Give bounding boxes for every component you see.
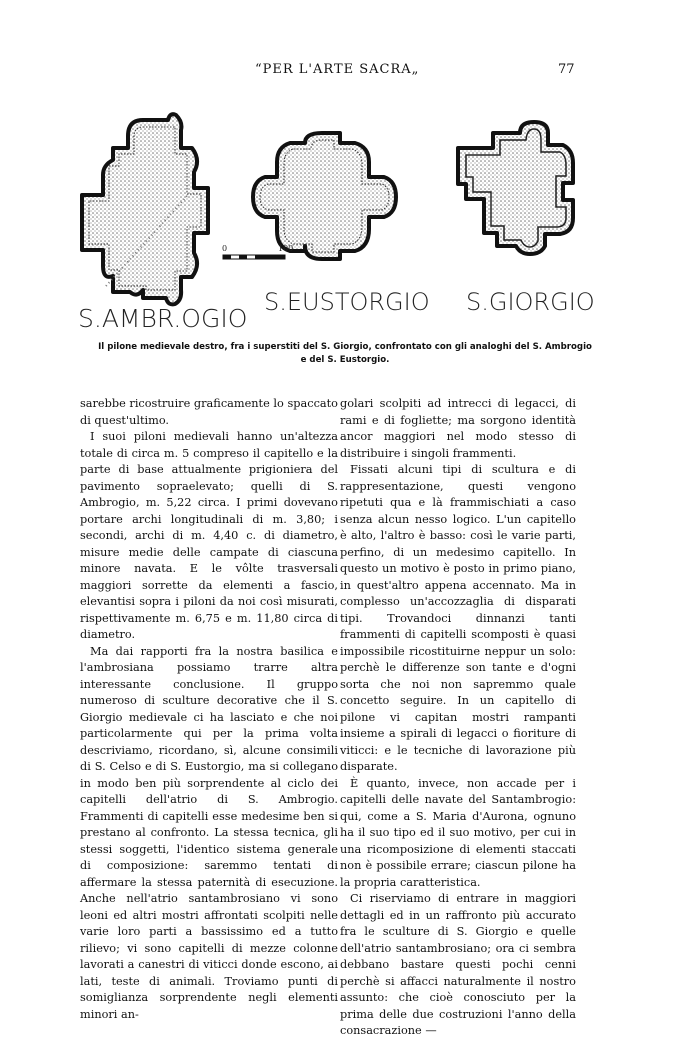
scale-bar-start: 0 xyxy=(222,244,228,253)
paragraph: sarebbe ricostruire graficamente lo spaccato di quest'ultimo. xyxy=(80,397,338,427)
paragraph: golari scolpiti ad intrecci di legacci, di rami e di fogliette; ma sorgono identità ancor maggiori nel modo stesso di distribuire i singoli frammenti. xyxy=(340,397,576,460)
plan-label-giorgio: S.GIORGIO xyxy=(466,288,595,316)
text-column-right xyxy=(338,396,576,1040)
figure-caption xyxy=(90,341,600,367)
paragraph: Fissati alcuni tipi di scultura e di rappresentazione, questi vengono ripetuti qua e là frammischiati a caso senza alcun nesso logico. L'un capitello è alto, l'altro è basso: così le varie parti, perfino, di un medesimo capitello. In questo un motivo è posto in primo piano, in quest'altro appena accennato. Ma in complesso un'accozzaglia di disparati tipi. Trovandoci dinnanzi tanti frammenti di capitelli scomposti è quasi impossibile ricostituirne neppur un solo: perchè le differenze son tante e d'ogni sorta che noi non sapremmo quale concetto seguire. In un capitello di pilone vi capitan mostri rampanti insieme a spirali di legacci o fioriture di viticci: e le tecniche di lavorazione più disparate. xyxy=(340,463,576,773)
caption-line: e del S. Eustorgio. xyxy=(300,355,390,365)
plan-sant-ambrogio xyxy=(82,114,208,304)
paragraph: È quanto, invece, non accade per i capitelli delle navate del Santambrogio: qui, come a S. Maria d'Aurona, ognuno ha il suo tipo ed il suo motivo, per cui in una ricomposizione di elementi staccati non è possibile errare; ciascun pilone ha la propria caratteristica. xyxy=(340,776,576,889)
plan-label-ambrogio: S.AMBR.OGIO xyxy=(78,304,248,333)
caption-line: Il pilone medievale destro, fra i superstiti del S. Giorgio, confrontato con gli analoghi del S. Ambrogio xyxy=(98,342,592,352)
plan-san-giorgio xyxy=(458,122,573,254)
paragraph: Ma dai rapporti fra la nostra basilica e l'ambrosiana possiamo trarre altra interessante conclusione. Il gruppo numeroso di sculture decorative che il S. Giorgio medievale ci ha lasciato e che noi particolarmente qui per la prima volta descriviamo, ricordano, sì, alcune consimili di S. Celso e di S. Eustorgio, ma si collegano in modo ben più sorprendente al ciclo dei capitelli dell'atrio di S. Ambrogio. Frammenti di capitelli esse medesime ben si prestano al confronto. La stessa tecnica, gli stessi soggetti, l'identico sistema generale di composizione: saremmo tentati di affermare la stessa paternità di esecuzione. Anche nell'atrio santambrosiano vi sono leoni ed altri mostri affrontati scolpiti nelle varie loro parti a bassissimo ed a tutto rilievo; vi sono capitelli di mezze colonne lavorati a canestri di viticci donde escono, ai lati, teste di animali. Troviamo punti di somiglianza sorprendente negli elementi minori an- xyxy=(80,644,338,1021)
scale-bar xyxy=(222,244,293,259)
plan-label-eustorgio: S.EUSTORGIO xyxy=(264,288,430,316)
scale-bar-end: 100 xyxy=(278,244,294,253)
paragraph: I suoi piloni medievali hanno un'altezza totale di circa m. 5 compreso il capitello e la parte di base attualmente prigioniera del pavimento sopraelevato; quelli di S. Ambrogio, m. 5,22 circa. I primi dovevano portare archi longitudinali di m. 3,80; i secondi, archi di m. 4,40 c. di diametro, misure medie delle campate di ciascuna minore navata. E le vôlte trasversali maggiori sorrette da elementi a fascio, elevantisi sopra i piloni da noi così misurati, rispettivamente m. 6,75 e m. 11,80 circa di diametro. xyxy=(80,430,338,641)
plan-sant-eustorgio xyxy=(253,133,396,259)
page-number: 77 xyxy=(558,62,575,77)
paragraph: Ci riserviamo di entrare in maggiori dettagli ed in un raffronto più accurato fra le sculture di S. Giorgio e quelle dell'atrio santambrosiano; ora ci sembra debbano bastare questi pochi cenni perchè si affacci naturalmente il nostro assunto: che cioè conosciuto per la prima delle due costruzioni l'anno della consacrazione — xyxy=(340,892,576,1037)
running-title: “PER L'ARTE SACRA„ xyxy=(255,62,420,77)
text-column-left xyxy=(80,396,338,1023)
